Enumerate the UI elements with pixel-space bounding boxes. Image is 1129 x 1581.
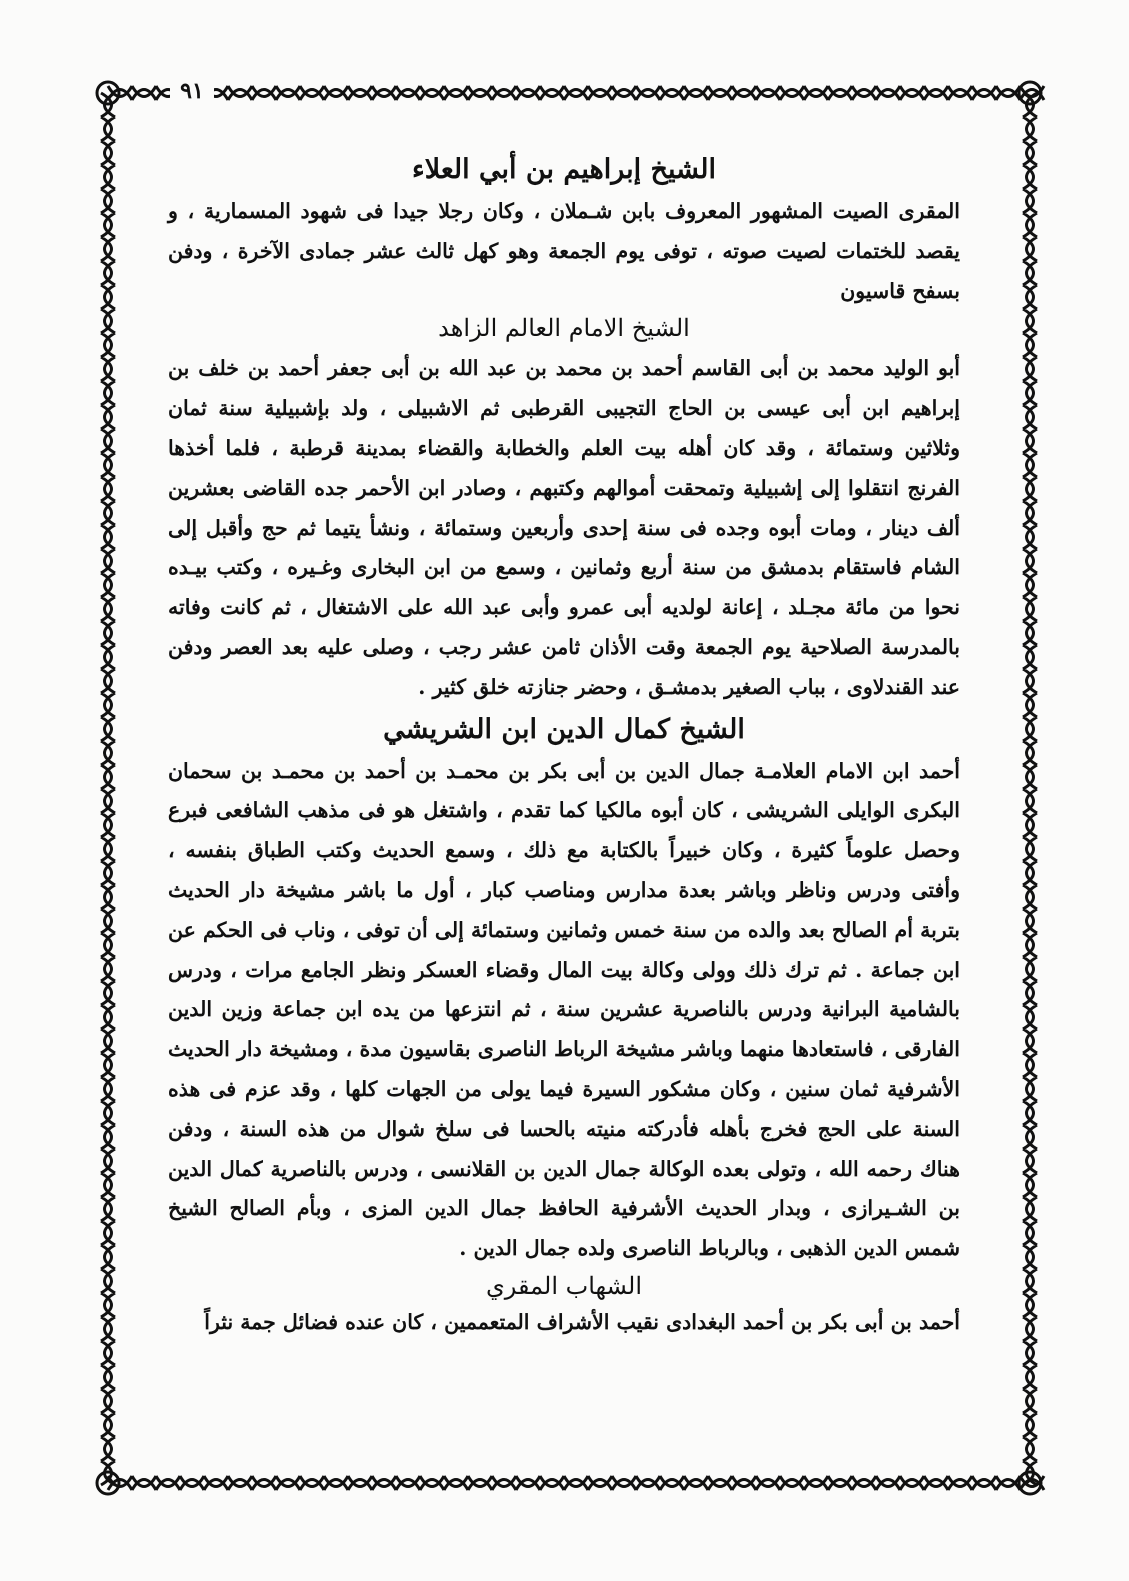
section-text-zahid: أبو الوليد محمد بن أبى القاسم أحمد بن محمد بن عبد الله بن أبى جعفر أحمد بن خلف بن إبراهيم ابن أبى عيسى بن الحاج التجيبى القرطبى ثم الاشبيلى ، ولد بإشبيلية سنة ثمان وثلاثين وستمائة ، وقد كان أهله بيت العلم والخطابة والقضاء بمدينة قرطبة ، فلما أخذها الفرنج انتقلوا إلى إشبيلية وتمحقت أموالهم وكتبهم ، وصادر ابن الأحمر جده القاضى بعشرين ألف دينار ، ومات أبوه وجده فى سنة إحدى وأربعين وستمائة ، ونشأ يتيما ثم حج وأقبل إلى الشام فاستقام بدمشق من سنة أربع وثمانين ، وسمع من ابن البخارى وغـيره ، وكتب بيـده نحوا من مائة مجـلد ، إعانة لولديه أبى عمرو وأبى عبد الله على الاشتغال ، ثم كانت وفاته بالمدرسة الصلاحية يوم الجمعة وقت الأذان ثامن عشر رجب ، وصلى عليه بعد العصر ودفن عند القندلاوى ، بباب الصغير بدمشـق ، وحضر جنازته خلق كثير .: [168, 356, 960, 699]
section-text-ibrahim: المقرى الصيت المشهور المعروف بابن شـملان ، وكان رجلا جيدا فى شهود المسمارية ، و يقصد للختمات لصيت صوته ، توفى يوم الجمعة وهو كهل ثالث عشر جمادى الآخرة ، ودفن بسفح قاسيون: [168, 199, 960, 303]
page-number: ٩١: [170, 76, 214, 106]
section-title-shihab: الشهاب المقري: [485, 1271, 642, 1300]
section-title-zahid: الشيخ الامام العالم الزاهد: [438, 314, 690, 343]
section-text-shihab: أحمد بن أبى بكر بن أحمد البغدادى نقيب الأشراف المتعممين ، كان عنده فضائل جمة نثراً: [204, 1309, 960, 1334]
section-title-sharishi: الشيخ كمال الدين ابن الشريشي: [383, 713, 745, 745]
page-body: [168, 148, 960, 1343]
section-title-ibrahim: الشيخ إبراهيم بن أبي العلاء: [412, 154, 716, 185]
section-text-sharishi: أحمد ابن الامام العلامـة جمال الدين بن أبى بكر بن محمـد بن أحمد بن محمـد بن سحمان البكرى الوايلى الشريشى ، كان أبوه مالكيا كما تقدم ، واشتغل هو فى مذهب الشافعى فبرع وحصل علوماً كثيرة ، وكان خبيراً بالكتابة مع ذلك ، وسمع الحديث وكتب الطباق بنفسه ، وأفتى ودرس وناظر وباشر بعدة مدارس ومناصب كبار ، أول ما باشر مشيخة دار الحديث بتربة أم الصالح بعد والده من سنة خمس وثمانين وستمائة إلى أن توفى ، وناب فى الحكم عن ابن جماعة . ثم ترك ذلك وولى وكالة بيت المال وقضاء العسكر ونظر الجامع مرات ، ودرس بالشامية البرانية ودرس بالناصرية عشرين سنة ، ثم انتزعها من يده ابن جماعة وزين الدين الفارقى ، فاستعادها منهما وباشر مشيخة الرباط الناصرى بقاسيون مدة ، ومشيخة دار الحديث الأشرفية ثمان سنين ، وكان مشكور السيرة فيما يولى من الجهات كلها ، وقد عزم فى هذه السنة على الحج فخرج بأهله فأدركته منيته بالحسا فى سلخ شوال من هذه السنة ، ودفن هناك رحمه الله ، وتولى بعده الوكالة جمال الدين بن القلانسى ، ودرس بالناصرية كمال الدين بن الشـيرازى ، وبدار الحديث الأشرفية الحافظ جمال الدين المزى ، وبأم الصالح الشيخ شمس الدين الذهبى ، وبالرباط الناصرى ولده جمال الدين .: [168, 758, 960, 1261]
